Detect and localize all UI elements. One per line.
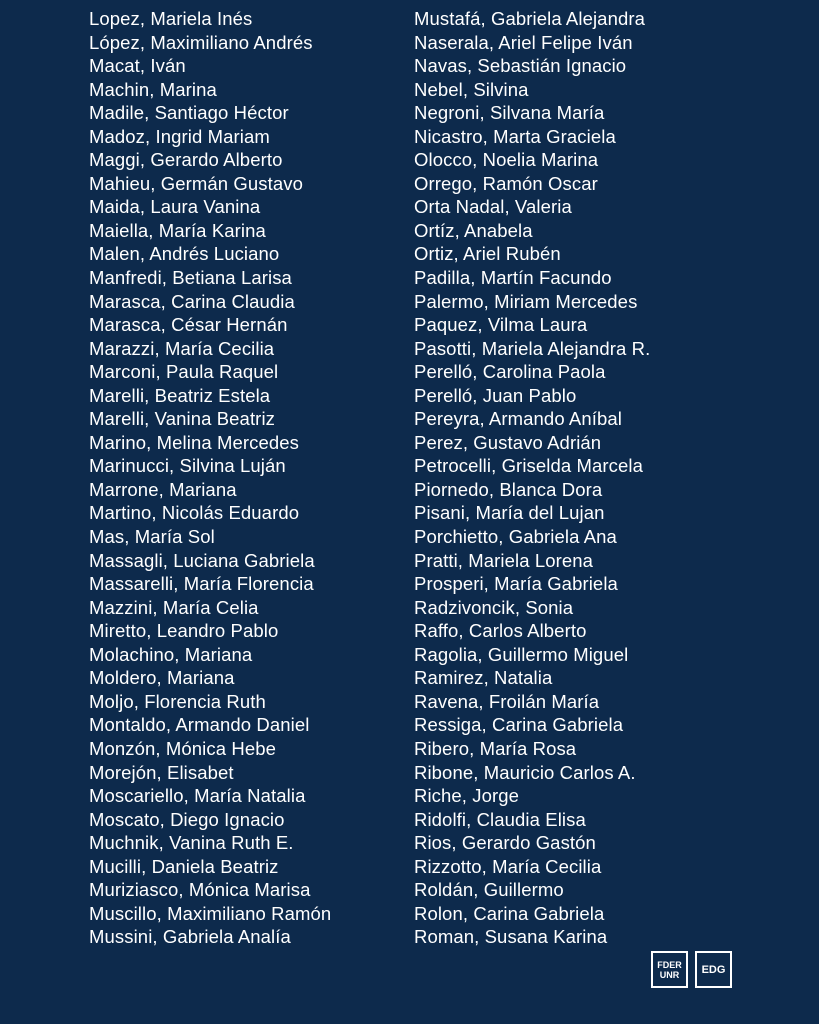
name-entry: Ortíz, Anabela: [414, 219, 533, 241]
name-entry: Nebel, Silvina: [414, 78, 529, 100]
names-list-left: [89, 7, 399, 949]
name-entry: Prosperi, María Gabriela: [414, 573, 618, 595]
name-entry: Lopez, Mariela Inés: [89, 8, 253, 29]
name-entry: Roman, Susana Karina: [414, 926, 608, 948]
name-entry: Muscillo, Maximiliano Ramón: [89, 902, 332, 924]
name-entry: Marelli, Beatriz Estela: [89, 384, 271, 406]
name-entry: Miretto, Leandro Pablo: [89, 620, 279, 642]
name-entry: Marasca, César Hernán: [89, 314, 288, 336]
name-entry: Massarelli, María Florencia: [89, 573, 314, 595]
name-entry: Ribero, María Rosa: [414, 737, 577, 759]
name-entry: Porchietto, Gabriela Ana: [414, 526, 617, 548]
edg-logo: [695, 951, 732, 988]
name-entry: Perez, Gustavo Adrián: [414, 431, 602, 453]
name-entry: Raffo, Carlos Alberto: [414, 620, 587, 642]
name-entry: Moldero, Mariana: [89, 667, 235, 689]
name-entry: Marazzi, María Cecilia: [89, 337, 275, 359]
name-entry: Navas, Sebastián Ignacio: [414, 55, 627, 77]
name-entry: Ragolia, Guillermo Miguel: [414, 643, 629, 665]
names-list-right: [414, 7, 744, 949]
edg-logo-text: EDG: [701, 963, 726, 976]
name-entry: Ravena, Froilán María: [414, 690, 600, 712]
footer-logos: [651, 951, 732, 988]
name-entry: Orta Nadal, Valeria: [414, 196, 572, 218]
name-entry: Negroni, Silvana María: [414, 102, 605, 124]
name-entry: Mucilli, Daniela Beatriz: [89, 855, 279, 877]
name-entry: Maiella, María Karina: [89, 219, 266, 241]
name-entry: Marrone, Mariana: [89, 478, 237, 500]
name-entry: Moscariello, María Natalia: [89, 785, 306, 807]
name-entry: Orrego, Ramón Oscar: [414, 172, 598, 194]
name-entry: Rizzotto, María Cecilia: [414, 855, 602, 877]
name-entry: Massagli, Luciana Gabriela: [89, 549, 315, 571]
name-entry: Petrocelli, Griselda Marcela: [414, 455, 643, 477]
fder-logo-line1: FDER: [657, 959, 682, 970]
fder-logo-line2: UNR: [659, 969, 680, 980]
name-entry: Montaldo, Armando Daniel: [89, 714, 310, 736]
name-entry: Radzivoncik, Sonia: [414, 596, 574, 618]
name-entry: Piornedo, Blanca Dora: [414, 478, 603, 500]
name-entry: Madile, Santiago Héctor: [89, 102, 289, 124]
name-entry: Pisani, María del Lujan: [414, 502, 605, 524]
name-entry: Roldán, Guillermo: [414, 879, 564, 901]
name-entry: Moscato, Diego Ignacio: [89, 808, 285, 830]
name-entry: Ortiz, Ariel Rubén: [414, 243, 561, 265]
name-entry: Marconi, Paula Raquel: [89, 361, 279, 383]
name-entry: Martino, Nicolás Eduardo: [89, 502, 300, 524]
name-entry: Monzón, Mónica Hebe: [89, 737, 276, 759]
name-entry: Muchnik, Vanina Ruth E.: [89, 832, 294, 854]
name-entry: Naserala, Ariel Felipe Iván: [414, 31, 633, 53]
name-entry: Manfredi, Betiana Larisa: [89, 267, 292, 289]
name-entry: Ressiga, Carina Gabriela: [414, 714, 624, 736]
name-entry: Maggi, Gerardo Alberto: [89, 149, 283, 171]
name-entry: Ramirez, Natalia: [414, 667, 553, 689]
name-entry: Maida, Laura Vanina: [89, 196, 261, 218]
name-entry: Malen, Andrés Luciano: [89, 243, 280, 265]
name-entry: Muriziasco, Mónica Marisa: [89, 879, 311, 901]
name-entry: Nicastro, Marta Graciela: [414, 125, 616, 147]
name-entry: Mas, María Sol: [89, 526, 215, 548]
name-entry: Marasca, Carina Claudia: [89, 290, 295, 312]
name-entry: Perelló, Juan Pablo: [414, 384, 577, 406]
name-entry: Mustafá, Gabriela Alejandra: [414, 8, 645, 29]
name-entry: Marelli, Vanina Beatriz: [89, 408, 276, 430]
name-entry: Pasotti, Mariela Alejandra R.: [414, 337, 651, 359]
name-entry: Marino, Melina Mercedes: [89, 431, 299, 453]
name-entry: Padilla, Martín Facundo: [414, 267, 612, 289]
name-entry: Molachino, Mariana: [89, 643, 253, 665]
name-entry: Madoz, Ingrid Mariam: [89, 125, 270, 147]
name-entry: Machin, Marina: [89, 78, 217, 100]
fder-unr-logo: [651, 951, 688, 988]
name-entry: Macat, Iván: [89, 55, 186, 77]
name-entry: Morejón, Elisabet: [89, 761, 234, 783]
name-entry: Marinucci, Silvina Luján: [89, 455, 286, 477]
name-entry: Riche, Jorge: [414, 785, 520, 807]
name-entry: Mussini, Gabriela Analía: [89, 926, 291, 948]
name-entry: Pratti, Mariela Lorena: [414, 549, 594, 571]
name-entry: Mahieu, Germán Gustavo: [89, 172, 304, 194]
name-entry: Rios, Gerardo Gastón: [414, 832, 596, 854]
name-entry: Palermo, Miriam Mercedes: [414, 290, 638, 312]
name-entry: López, Maximiliano Andrés: [89, 31, 313, 53]
name-entry: Olocco, Noelia Marina: [414, 149, 599, 171]
name-entry: Pereyra, Armando Aníbal: [414, 408, 622, 430]
name-entry: Perelló, Carolina Paola: [414, 361, 606, 383]
name-entry: Paquez, Vilma Laura: [414, 314, 588, 336]
name-entry: Ribone, Mauricio Carlos A.: [414, 761, 636, 783]
name-entry: Moljo, Florencia Ruth: [89, 690, 266, 712]
name-entry: Rolon, Carina Gabriela: [414, 902, 605, 924]
name-entry: Mazzini, María Celia: [89, 596, 259, 618]
name-entry: Ridolfi, Claudia Elisa: [414, 808, 586, 830]
